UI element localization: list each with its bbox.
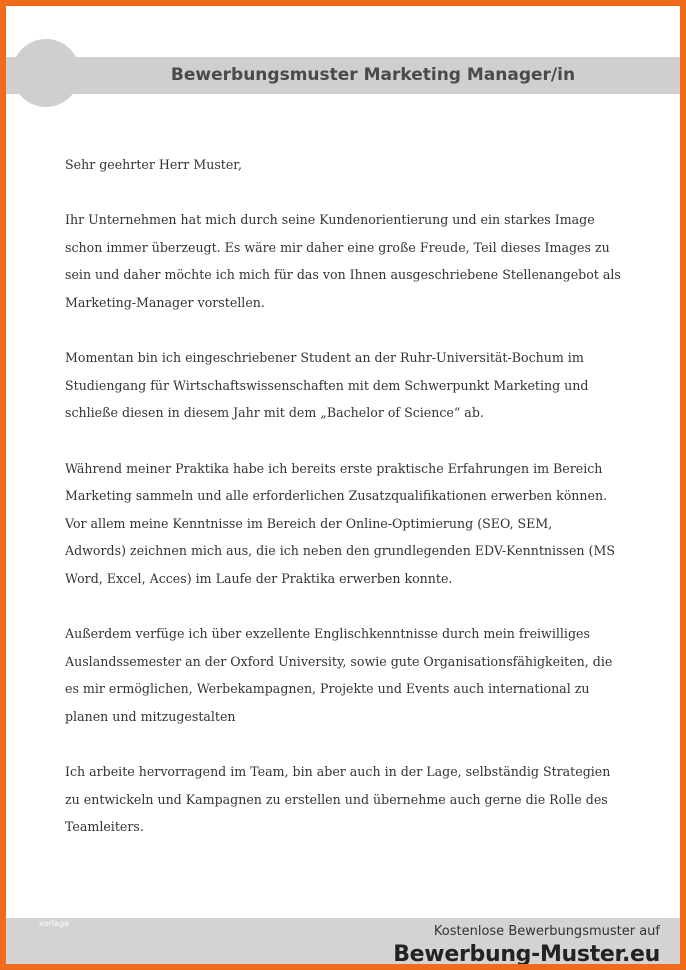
paragraph-line: schon immer überzeugt. Es wäre mir daher eine große Freude, Teil dieses Images zu xyxy=(65,239,610,255)
paragraph-line: Auslandssemester an der Oxford University, sowie gute Organisationsfähigkeiten, die xyxy=(65,653,613,669)
paragraph-line: planen und mitzugestalten xyxy=(65,708,236,724)
paragraph-line: Marketing-Manager vorstellen. xyxy=(65,294,265,310)
paragraph-line: Adwords) zeichnen mich aus, die ich neben den grundlegenden EDV-Kenntnissen (MS xyxy=(65,543,615,559)
paragraph-4 xyxy=(65,620,630,730)
paragraph-2 xyxy=(65,344,630,427)
document-title: Bewerbungsmuster Marketing Manager/in xyxy=(170,65,576,85)
paragraph-line: Ihr Unternehmen hat mich durch seine Kundenorientierung und ein starkes Image xyxy=(65,212,595,228)
paragraph-line: Studiengang für Wirtschaftswissenschaften mit dem Schwerpunkt Marketing und xyxy=(65,377,589,393)
paragraph-line: Vor allem meine Kenntnisse im Bereich der Online-Optimierung (SEO, SEM, xyxy=(65,515,553,531)
paragraph-line: zu entwickeln und Kampagnen zu erstellen und übernehme auch gerne die Rolle des xyxy=(65,791,608,807)
paragraph-line: Ich arbeite hervorragend im Team, bin aber auch in der Lage, selbständig Strategien xyxy=(65,764,611,780)
paragraph-line: Teamleiters. xyxy=(65,819,144,835)
paragraph-1 xyxy=(65,206,630,316)
paragraph-line: es mir ermöglichen, Werbekampagnen, Projekte und Events auch international zu xyxy=(65,681,590,697)
paragraph-line: Außerdem verfüge ich über exzellente Englischkenntnisse durch mein freiwilliges xyxy=(65,626,590,642)
paragraph-3 xyxy=(65,455,630,593)
paragraph-line: sein und daher möchte ich mich für das von Ihnen ausgeschriebene Stellenangebot als xyxy=(65,267,621,283)
letter-body xyxy=(65,151,630,868)
footer-tagline: Kostenlose Bewerbungsmuster auf xyxy=(433,924,660,939)
paragraph-line: Marketing sammeln und alle erforderlichen Zusatzqualifikationen erwerben können. xyxy=(65,488,608,504)
paragraph-line: Momentan bin ich eingeschriebener Student an der Ruhr-Universität-Bochum im xyxy=(65,350,584,366)
footer-watermark: vorlage xyxy=(39,919,70,928)
salutation: Sehr geehrter Herr Muster, xyxy=(65,157,242,172)
footer-site-name: Bewerbung-Muster.eu xyxy=(393,942,660,967)
paragraph-line: schließe diesen in diesem Jahr mit dem „Bachelor of Science“ ab. xyxy=(65,405,484,421)
paragraph-5 xyxy=(65,758,630,841)
paragraph-line: Word, Excel, Acces) im Laufe der Praktika erwerben konnte. xyxy=(65,570,453,586)
paragraph-line: Während meiner Praktika habe ich bereits erste praktische Erfahrungen im Bereich xyxy=(65,460,603,476)
